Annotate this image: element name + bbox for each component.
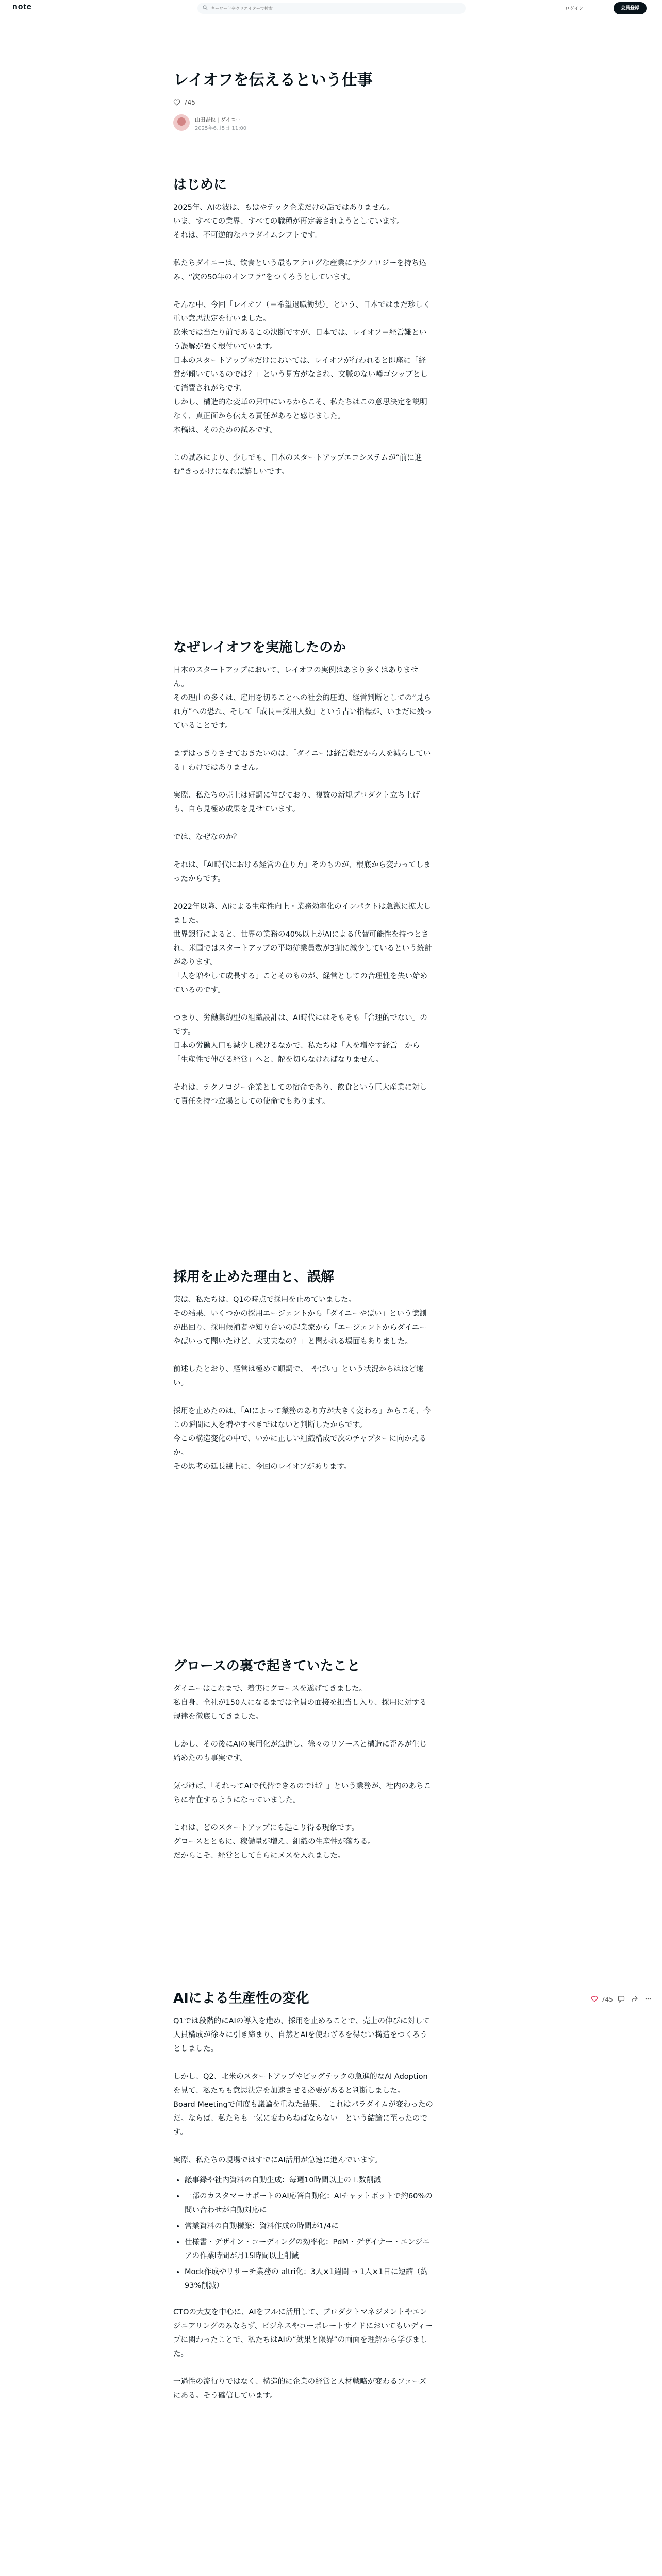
list-item: • 営業資料の自動構築：資料作成の時間が1/4に [185, 2219, 433, 2233]
paragraph: 日本のスタートアップにおいて、レイオフの実例はあまり多くはありません。 [173, 666, 419, 688]
bullet-list [173, 2174, 433, 2293]
paragraph: それは、テクノロジー企業としての宿命であり、飲食という巨大産業に対して責任を持つ立場としての使命でもあります。 [173, 1083, 427, 1106]
heart-icon[interactable] [173, 99, 180, 106]
author-info[interactable] [173, 114, 433, 131]
paragraph: 採用を止めたのは、「AIによって業務のあり方が大きく変わる」からこそ、今この瞬間に人を増やすべきではないと判断したからです。 [173, 1407, 431, 1429]
paragraph: 2022年以降、AIによる生産性向上・業務効率化のインパクトは急激に拡大しました。 [173, 903, 431, 925]
more-icon[interactable] [644, 1995, 652, 2003]
float-like-count: 745 [601, 1996, 613, 2003]
paragraph: 本稿は、そのための試みです。 [173, 426, 277, 434]
section-heading: 採用を止めた理由と、誤解 [173, 1269, 335, 1285]
avatar[interactable] [173, 114, 190, 131]
paragraph: 欧米では当たり前であるこの決断ですが、日本では、レイオフ＝経営難という誤解が強く根付いています。 [173, 329, 427, 351]
signup-button[interactable]: 会員登録 [614, 2, 647, 14]
paragraph: Board Meetingで何度も議論を重ねた結果、「これはパラダイムが変わったのだ。ならば、私たちも一気に変わらねばならない」という結論に至ったのです。 [173, 2100, 433, 2137]
article-section [173, 175, 433, 479]
comment-icon[interactable] [618, 1995, 625, 2003]
section-heading: AIによる生産性の変化 [173, 1991, 309, 2006]
article-section [173, 1989, 433, 2403]
section-heading: グロースの裏で起きていたこと [173, 1658, 360, 1674]
paragraph: では、なぜなのか？ [173, 833, 241, 841]
paragraph: しかし、Q2、北米のスタートアップやビッグテックの急進的なAI Adoptionを見て、私たちも意思決定を加速させる必要があると判断しました。 [173, 2073, 428, 2095]
paragraph: いま、すべての業界、すべての職種が再定義されようとしています。 [173, 217, 404, 226]
paragraph: それは、不可逆的なパラダイムシフトです。 [173, 231, 322, 240]
search-input[interactable] [211, 4, 458, 13]
search-icon [203, 5, 208, 10]
list-item: • 一部のカスタマーサポートのAI応答自動化：AIチャットボットで約60%の問い合わせが自動対応に [185, 2190, 433, 2217]
article-header [173, 69, 433, 131]
top-navigation-bar [0, 0, 662, 16]
publish-date: 2025年6月5日 11:00 [195, 126, 247, 131]
paragraph: 気づけば、「それってAIで代替できるのでは？」という業務が、社内のあちこちに存在するようになっていました。 [173, 1782, 431, 1804]
section-heading: はじめに [173, 177, 227, 193]
paragraph: この試みにより、少しでも、日本のスタートアップエコシステムが“前に進む”きっかけになれば嬉しいです。 [173, 454, 422, 476]
paragraph: まずはっきりさせておきたいのは、「ダイニーは経営難だから人を減らしている」わけではありません。 [173, 750, 431, 772]
article-section [173, 1656, 433, 1863]
heart-icon[interactable] [591, 1995, 598, 2003]
like-count: 745 [184, 99, 195, 106]
article-title: レイオフを伝えるという仕事 [173, 71, 373, 89]
paragraph: しかし、その後にAIの実用化が急進し、徐々のリソースと構造に歪みが生じ始めたのも事実です。 [173, 1740, 427, 1762]
paragraph: だからこそ、経営として自らにメスを入れました。 [173, 1852, 345, 1860]
article-section [173, 1267, 433, 1474]
paragraph: ダイニーはこれまで、着実にグロースを遂げてきました。 [173, 1685, 367, 1693]
paragraph: 前述したとおり、経営は極めて順調で、「やばい」という状況からはほど遠い。 [173, 1365, 424, 1387]
paragraph: 日本の労働人口も減少し続けるなかで、私たちは「人を増やす経営」から「生産性で伸びる経営」へと、舵を切らなければなりません。 [173, 1042, 420, 1064]
paragraph: 一過性の流行りではなく、構造的に企業の経営と人材戦略が変わるフェーズにある。そう確信しています。 [173, 2378, 427, 2400]
paragraph: グロースとともに、稼働量が増え、組織の生産性が落ちる。 [173, 1838, 375, 1846]
paragraph: 私たちダイニーは、飲食という最もアナログな産業にテクノロジーを持ち込み、“次の50年のインフラ”をつくろうとしています。 [173, 259, 427, 281]
paragraph: つまり、労働集約型の組織設計は、AI時代にはそもそも「合理的でない」のです。 [173, 1014, 427, 1036]
paragraph: CTOの大友を中心に、AIをフルに活用して、プロダクトマネジメントやエンジニアリングのみならず、ビジネスやコーポレートサイドにおいてもいディープに関わったことで、私たちはAIの“効果と限界”の両面を理解から学びました。 [173, 2308, 433, 2358]
paragraph: 今この構造変化の中で、いかに正しい組織構成で次のチャプターに向かえるか。 [173, 1435, 427, 1457]
like-row [173, 98, 433, 107]
list-item: • Mock作成やリサーチ業務の altri化：3人×1週間 → 1人×1日に短縮（約93%削減） [185, 2265, 433, 2293]
list-item: • 議事録や社内資料の自動生成：毎週10時間以上の工数削減 [185, 2174, 433, 2188]
paragraph: そんな中、今回「レイオフ（＝希望退職勧奨）」という、日本ではまだ珍しく重い意思決定を行いました。 [173, 301, 431, 323]
floating-action-bar [591, 1993, 658, 2007]
paragraph: 実際、私たちの売上は好調に伸びており、複数の新規プロダクト立ち上げも、自ら見極め成果を見せています。 [173, 791, 420, 814]
search-box[interactable] [197, 3, 466, 14]
paragraph: 日本のスタートアップ＊だけにおいては、レイオフが行われると即座に「経営が傾いているのでは？」という見方がなされ、文脈のない噂ゴシップとして消費されがちです。 [173, 357, 428, 393]
paragraph: その結果、いくつかの採用エージェントから「ダイニーやばい」という憶測が出回り、採用候補者や知り合いの起業家から「エージェントからダイニーやばいって聞いたけど、大丈夫なの？」と聞かれる場面もありました。 [173, 1310, 427, 1346]
login-link[interactable]: ログイン [565, 6, 584, 11]
list-item: • 仕様書・デザイン・コーディングの効率化：PdM・デザイナー・エンジニアの作業時間が月15時間以上削減 [185, 2235, 433, 2263]
note-logo[interactable]: note [12, 3, 32, 11]
paragraph: その思考の延長線上に、今回のレイオフがあります。 [173, 1463, 352, 1471]
author-name[interactable]: 山田吉也 | ダイニー [195, 117, 241, 123]
paragraph: これは、どのスタートアップにも起こり得る現象です。 [173, 1824, 359, 1832]
paragraph: 実は、私たちは、Q1の時点で採用を止めていました。 [173, 1296, 356, 1304]
paragraph: Q1では段階的にAIの導入を進め、採用を止めることで、売上の伸びに対して人員構成が徐々に引き締まり、自然とAIを使わざるを得ない構造をつくろうとしました。 [173, 2017, 430, 2053]
section-heading: なぜレイオフを実施したのか [173, 640, 346, 655]
paragraph: 世界銀行によると、世界の業務の40%以上がAIによる代替可能性を持つとされ、米国ではスタートアップの平均従業員数が3割に減少しているという統計があります。 [173, 930, 432, 967]
paragraph: 2025年、AIの波は、もはやテック企業だけの話ではありません。 [173, 204, 394, 212]
paragraph: しかし、構造的な変革の只中にいるからこそ、私たちはこの意思決定を説明なく、真正面から伝える責任があると感じました。 [173, 398, 427, 420]
article-section [173, 638, 433, 1109]
paragraph: その理由の多くは、雇用を切ることへの社会的圧迫、経営判断としての“見られ方”への恐れ、そして「成長＝採用人数」という古い指標が、いまだに残っていることです。 [173, 694, 432, 730]
paragraph: 実際、私たちの現場ではすでにAI活用が急速に進んでいます。 [173, 2156, 382, 2164]
paragraph: それは、「AI時代における経営の在り方」そのものが、根底から変わってしまったからです。 [173, 861, 431, 883]
share-icon[interactable] [631, 1995, 638, 2003]
paragraph: 私自身、全社が150人になるまでは全員の面接を担当し入り、採用に対する規律を徹底してきました。 [173, 1699, 427, 1721]
paragraph: 「人を増やして成長する」ことそのものが、経営としての合理性を失い始めているのです。 [173, 972, 427, 994]
